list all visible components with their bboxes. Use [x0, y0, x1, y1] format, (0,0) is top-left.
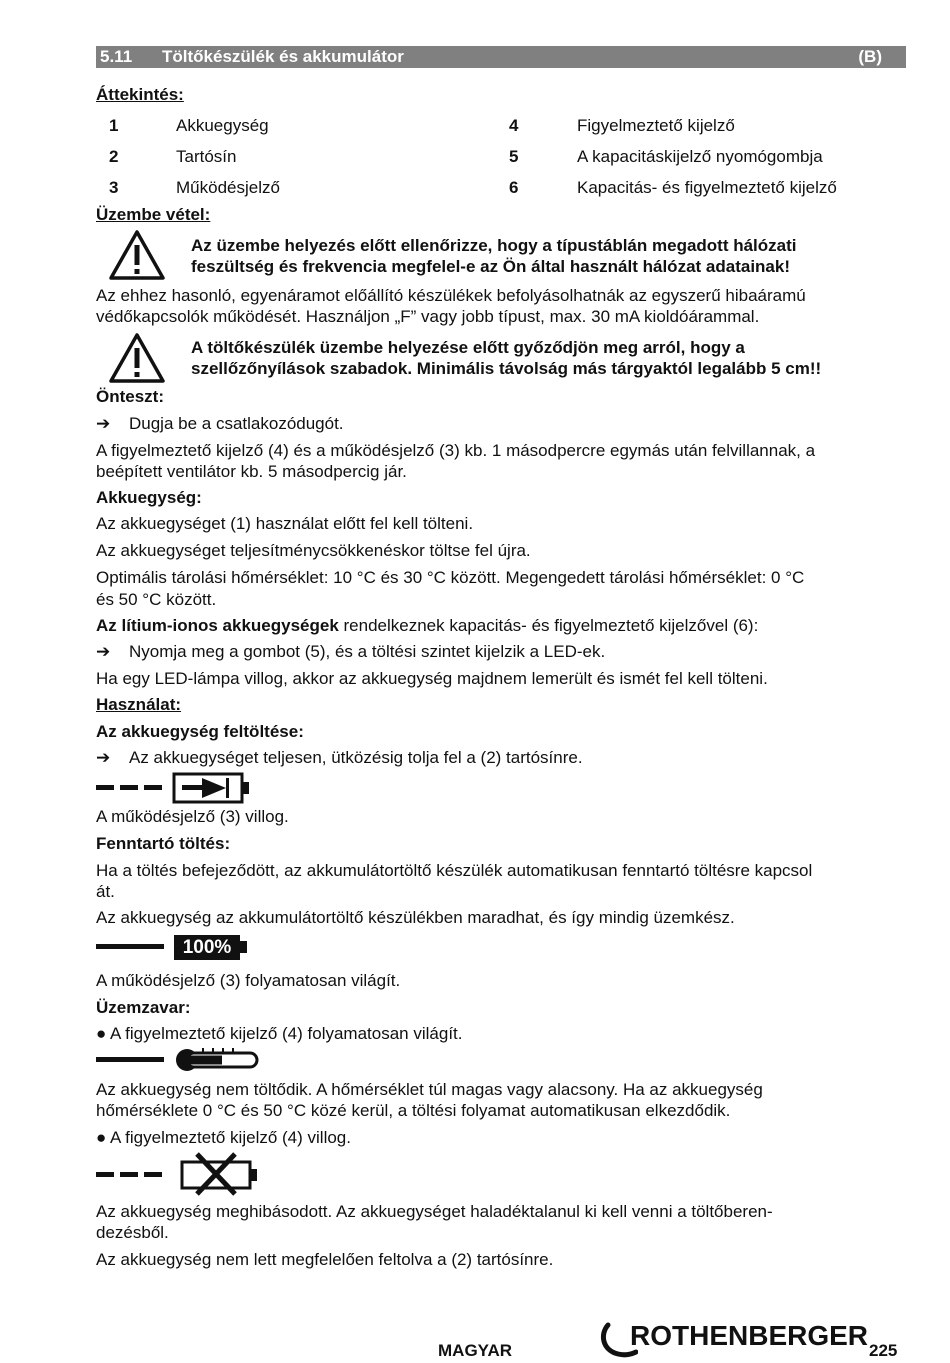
- section-header: [96, 46, 906, 68]
- maintenance-heading: Fenntartó töltés:: [96, 834, 231, 853]
- paragraph: A működésjelző (3) folyamatosan világít.: [96, 971, 401, 990]
- battery-terminal: [240, 941, 247, 953]
- section-tag: (B): [858, 47, 882, 66]
- arrow-right-icon: ➔: [96, 642, 111, 661]
- overview-label: Kapacitás- és figyelmeztető kijelző: [577, 178, 837, 197]
- paragraph: át.: [96, 882, 115, 901]
- paragraph: Ha egy LED-lámpa villog, akkor az akkuegység majdnem lemerült és ismét fel kell tölteni.: [96, 669, 768, 688]
- paragraph: Az akkuegységet teljesítménycsökkenéskor töltse fel újra.: [96, 541, 531, 560]
- bullet-item: ● A figyelmeztető kijelző (4) villog.: [96, 1128, 351, 1147]
- warning-triangle-icon: [108, 229, 166, 281]
- paragraph: hőmérséklete 0 °C és 50 °C közé kerül, a töltési folyamat automatikusan elkezdődik.: [96, 1101, 731, 1120]
- warning-text: A töltőkészülék üzembe helyezése előtt győződjön meg arról, hogy a: [191, 338, 745, 357]
- selftest-heading: Önteszt:: [96, 387, 164, 406]
- warning-text: szellőzőnyílások szabadok. Minimális távolság más tárgyaktól legalább 5 cm!!: [191, 359, 822, 378]
- section-number: 5.11: [100, 47, 133, 66]
- overview-num: 4: [509, 116, 519, 135]
- overview-num: 1: [109, 116, 119, 135]
- step-text: Az akkuegységet teljesen, ütközésig tolja fel a (2) tartósínre.: [129, 748, 583, 767]
- solid-line: [96, 944, 164, 949]
- step-text: Dugja be a csatlakozódugót.: [129, 414, 344, 433]
- battery-defect-icon: [96, 1151, 266, 1197]
- arrow-right-icon: ➔: [96, 748, 111, 767]
- lithium-rest: rendelkeznek kapacitás- és figyelmeztető kijelzővel (6):: [338, 616, 759, 635]
- overview-label: Figyelmeztető kijelző: [577, 116, 735, 135]
- paragraph: Az akkuegység az akkumulátortöltő készülékben maradhat, és így mindig üzemkész.: [96, 908, 735, 927]
- fault-heading: Üzemzavar:: [96, 998, 191, 1017]
- paragraph: Optimális tárolási hőmérséklet: 10 °C és 30 °C között. Megengedett tárolási hőmérséklet: 0 °C: [96, 568, 805, 587]
- paragraph: beépített ventilátor kb. 5 másodpercig jár.: [96, 462, 407, 481]
- paragraph: [96, 615, 758, 637]
- section-title: Töltőkészülék és akkumulátor: [162, 47, 404, 66]
- warning-triangle-icon: [108, 332, 166, 384]
- paragraph: Az akkuegység meghibásodott. Az akkuegységet haladéktalanul ki kell venni a töltőberen-: [96, 1202, 773, 1221]
- paragraph: Ha a töltés befejeződött, az akkumulátortöltő készülék automatikusan fenntartó töltésre kapcsol: [96, 861, 813, 880]
- battery-heading: Akkuegység:: [96, 488, 202, 507]
- overview-num: 6: [509, 178, 519, 197]
- paragraph: és 50 °C között.: [96, 590, 217, 609]
- battery-percent-label: 100%: [174, 935, 240, 960]
- overview-label: A kapacitáskijelző nyomógombja: [577, 147, 823, 166]
- overview-num: 2: [109, 147, 119, 166]
- paragraph: A működésjelző (3) villog.: [96, 807, 289, 826]
- thermometer-icon: [96, 1046, 266, 1074]
- step-text: Nyomja meg a gombot (5), és a töltési szintet kijelzik a LED-ek.: [129, 642, 606, 661]
- lithium-bold: Az lítium-ionos akkuegységek: [96, 616, 339, 635]
- paragraph: Az ehhez hasonló, egyenáramot előállító készülékek befolyásolhatnák az egyszerű hibaáramú: [96, 286, 806, 305]
- overview-label: Működésjelző: [176, 178, 280, 197]
- overview-num: 5: [509, 147, 519, 166]
- usage-heading: Használat:: [96, 695, 182, 714]
- startup-heading: Üzembe vétel:: [96, 205, 211, 224]
- paragraph: Az akkuegység nem lett megfelelően feltolva a (2) tartósínre.: [96, 1250, 554, 1269]
- paragraph: Az akkuegység nem töltődik. A hőmérséklet túl magas vagy alacsony. Ha az akkuegység: [96, 1080, 763, 1099]
- bullet-item: ● A figyelmeztető kijelző (4) folyamatosan világít.: [96, 1024, 463, 1043]
- warning-text: feszültség és frekvencia megfelel-e az Ön által használt hálózat adatainak!: [191, 257, 790, 276]
- brand-logo: ROTHENBERGER: [630, 1320, 869, 1351]
- warning-text: Az üzembe helyezés előtt ellenőrizze, hogy a típustáblán megadott hálózati: [191, 236, 797, 255]
- footer-language: MAGYAR: [438, 1341, 512, 1360]
- paragraph: dezésből.: [96, 1223, 169, 1242]
- arrow-right-icon: ➔: [96, 414, 111, 433]
- charging-heading: Az akkuegység feltöltése:: [96, 722, 304, 741]
- paragraph: védőkapcsolók működését. Használjon „F” vagy jobb típust, max. 30 mA kioldóárammal.: [96, 307, 760, 326]
- page-number: 225: [869, 1341, 898, 1360]
- overview-label: Akkuegység: [176, 116, 269, 135]
- battery-full-icon: [96, 934, 256, 962]
- overview-heading: Áttekintés:: [96, 85, 184, 104]
- battery-charging-icon: [96, 771, 256, 805]
- overview-label: Tartósín: [176, 147, 237, 166]
- paragraph: Az akkuegységet (1) használat előtt fel kell tölteni.: [96, 514, 474, 533]
- overview-num: 3: [109, 178, 119, 197]
- paragraph: A figyelmeztető kijelző (4) és a működésjelző (3) kb. 1 másodpercre egymás után felvillannak, a: [96, 441, 816, 460]
